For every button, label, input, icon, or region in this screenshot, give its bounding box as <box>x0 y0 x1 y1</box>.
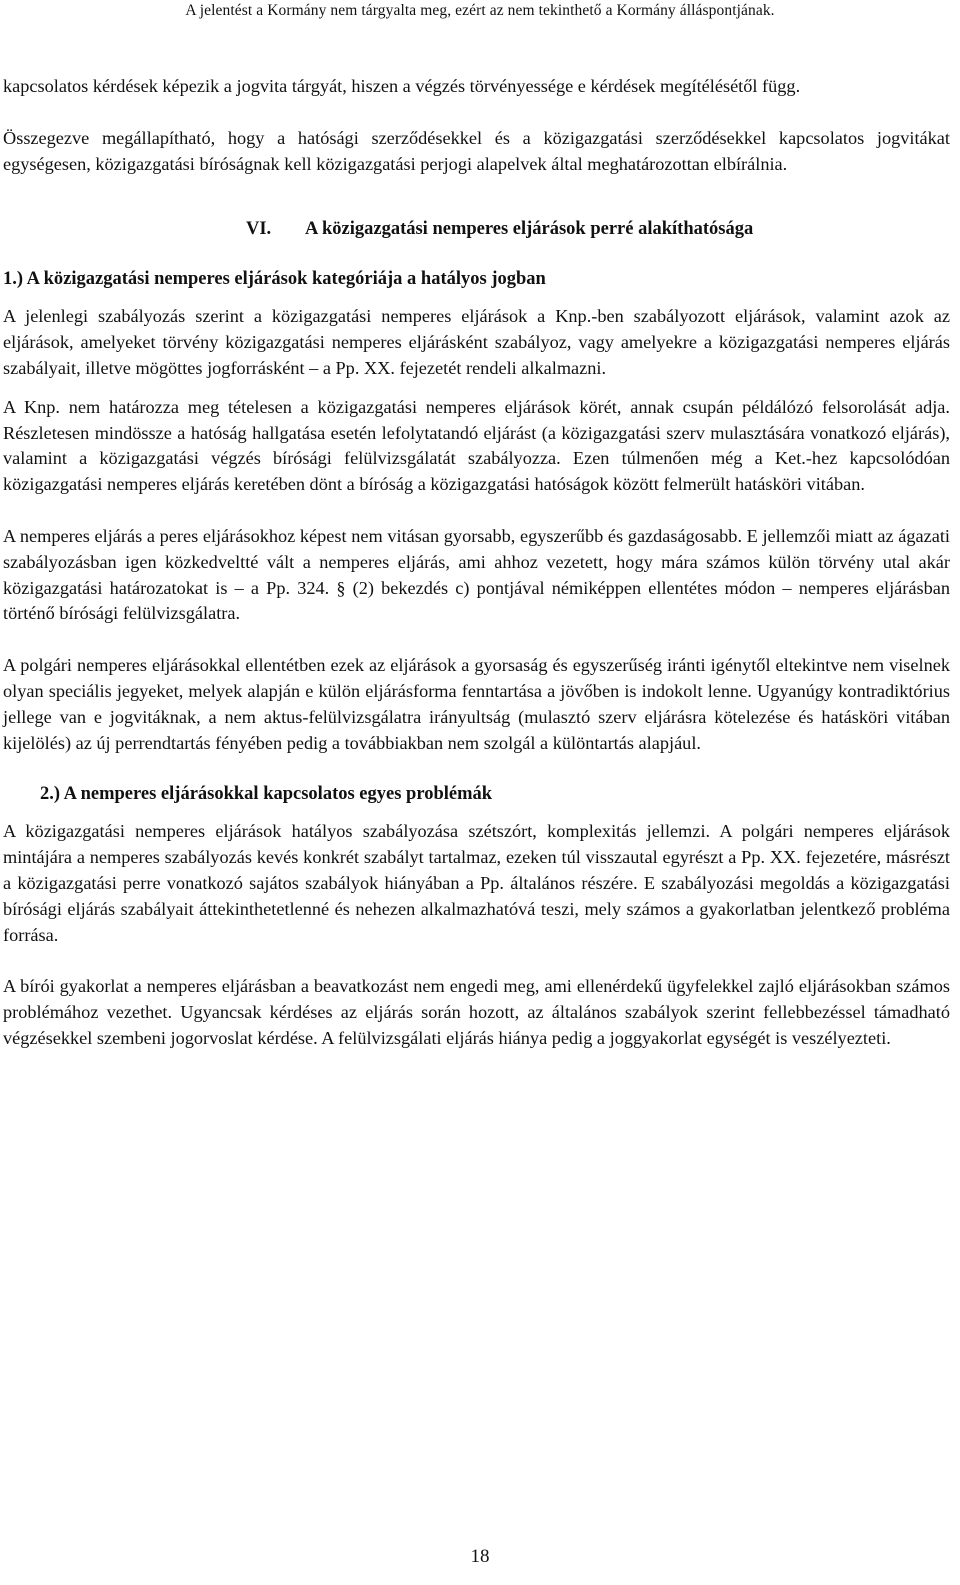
paragraph: Összegezve megállapítható, hogy a hatósági szerződésekkel és a közigazgatási szerződésekkel kapcsolatos jogvitákat egységesen, közigazgatási bíróságnak kell közigazgatási perjogi alapelvek által meghatározottan elbírálnia. <box>3 127 950 174</box>
paragraph: A Knp. nem határozza meg tételesen a közigazgatási nemperes eljárások körét, annak csupán példálózó felsorolását adja. Részletesen mindössze a hatóság hallgatása esetén lefolytatandó eljárást (a közigazgatási szerv mulasztására vonatkozó eljárás), valamint a közigazgatási végzés bírósági felülvizsgálatát szabályozza. Ezen túlmenően még a Ket.-hez kapcsolódóan közigazgatási nemperes eljárás keretében dönt a bíróság a közigazgatási hatóságok között felmerült hatásköri vitában. <box>3 396 950 495</box>
section-heading <box>246 217 950 241</box>
section-title: A közigazgatási nemperes eljárások perré alakíthatósága <box>305 219 754 240</box>
paragraph: kapcsolatos kérdések képezik a jogvita tárgyát, hiszen a végzés törvényessége e kérdések megítélésétől függ. <box>3 76 801 96</box>
page-number: 18 <box>470 1546 490 1567</box>
subsection-heading: 1.) A közigazgatási nemperes eljárások kategóriája a hatályos jogban <box>3 269 546 290</box>
subsection-heading: 2.) A nemperes eljárásokkal kapcsolatos egyes problémák <box>40 784 493 805</box>
paragraph: A jelenlegi szabályozás szerint a közigazgatási nemperes eljárások a Knp.-ben szabályozott eljárások, valamint azok az eljárások, amelyeket törvény közigazgatási nemperes eljárásként szabályoz, vagy amelyekre a közigazgatási nemperes eljárás szabályait, illetve mögöttes jogforrásként – a Pp. XX. fejezetét rendeli alkalmazni. <box>3 306 950 378</box>
section-number: VI. <box>246 219 272 240</box>
paragraph: A bírói gyakorlat a nemperes eljárásban a beavatkozást nem engedi meg, ami ellenérdekű ügyfelekkel zajló eljárásokban számos problémához vezethet. Ugyancsak kérdéses az eljárás során hozott, az általános szabályok szerint fellebbezéssel támadható végzésekkel szembeni jogorvoslat kérdése. A felülvizsgálati eljárás hiánya pedig a joggyakorlat egységét is veszélyezteti. <box>3 976 950 1048</box>
paragraph: A nemperes eljárás a peres eljárásokhoz képest nem vitásan gyorsabb, egyszerűbb és gazdaságosabb. E jellemzői miatt az ágazati szabályozásban igen közkedveltté vált a nemperes eljárás, ami ahhoz vezetett, hogy mára számos külön törvény utal akár közigazgatási határozatokat is – a Pp. 324. § (2) bekezdés c) pontjával némiképpen ellentétes módon – nemperes eljárásban történő bírósági felülvizsgálatra. <box>3 525 950 624</box>
paragraph: A közigazgatási nemperes eljárások hatályos szabályozása szétszórt, komplexitás jellemzi. A polgári nemperes eljárások mintájára a nemperes szabályozás kevés konkrét szabályt tartalmaz, ezeken túl visszautal egyrészt a Pp. XX. fejezetére, másrészt a közigazgatási perre vonatkozó sajátos szabályok hiányában a Pp. általános részére. E szabályozási megoldás a közigazgatási bírósági eljárás szabályait áttekinthetetlenné és nehezen alkalmazhatóvá teszi, mely számos a gyakorlatban jelentkező probléma forrása. <box>3 821 950 945</box>
document-body <box>3 74 950 1052</box>
page-header: A jelentést a Kormány nem tárgyalta meg, ezért az nem tekinthető a Kormány álláspontjának. <box>185 2 775 19</box>
paragraph: A polgári nemperes eljárásokkal ellentétben ezek az eljárások a gyorsaság és egyszerűség iránti igénytől eltekintve nem viselnek olyan speciális jegyeket, melyek alapján e külön eljárásforma fenntartása a jövőben is indokolt lenne. Ugyanúgy kontradiktórius jellege van e jogvitáknak, a nem aktus-felülvizsgálatra irányultság (mulasztó szerv eljárásra kötelezése és hatásköri vitában kijelölés) az új perrendtartás fényében pedig a továbbiakban nem szolgál a különtartás alapjául. <box>3 655 950 753</box>
